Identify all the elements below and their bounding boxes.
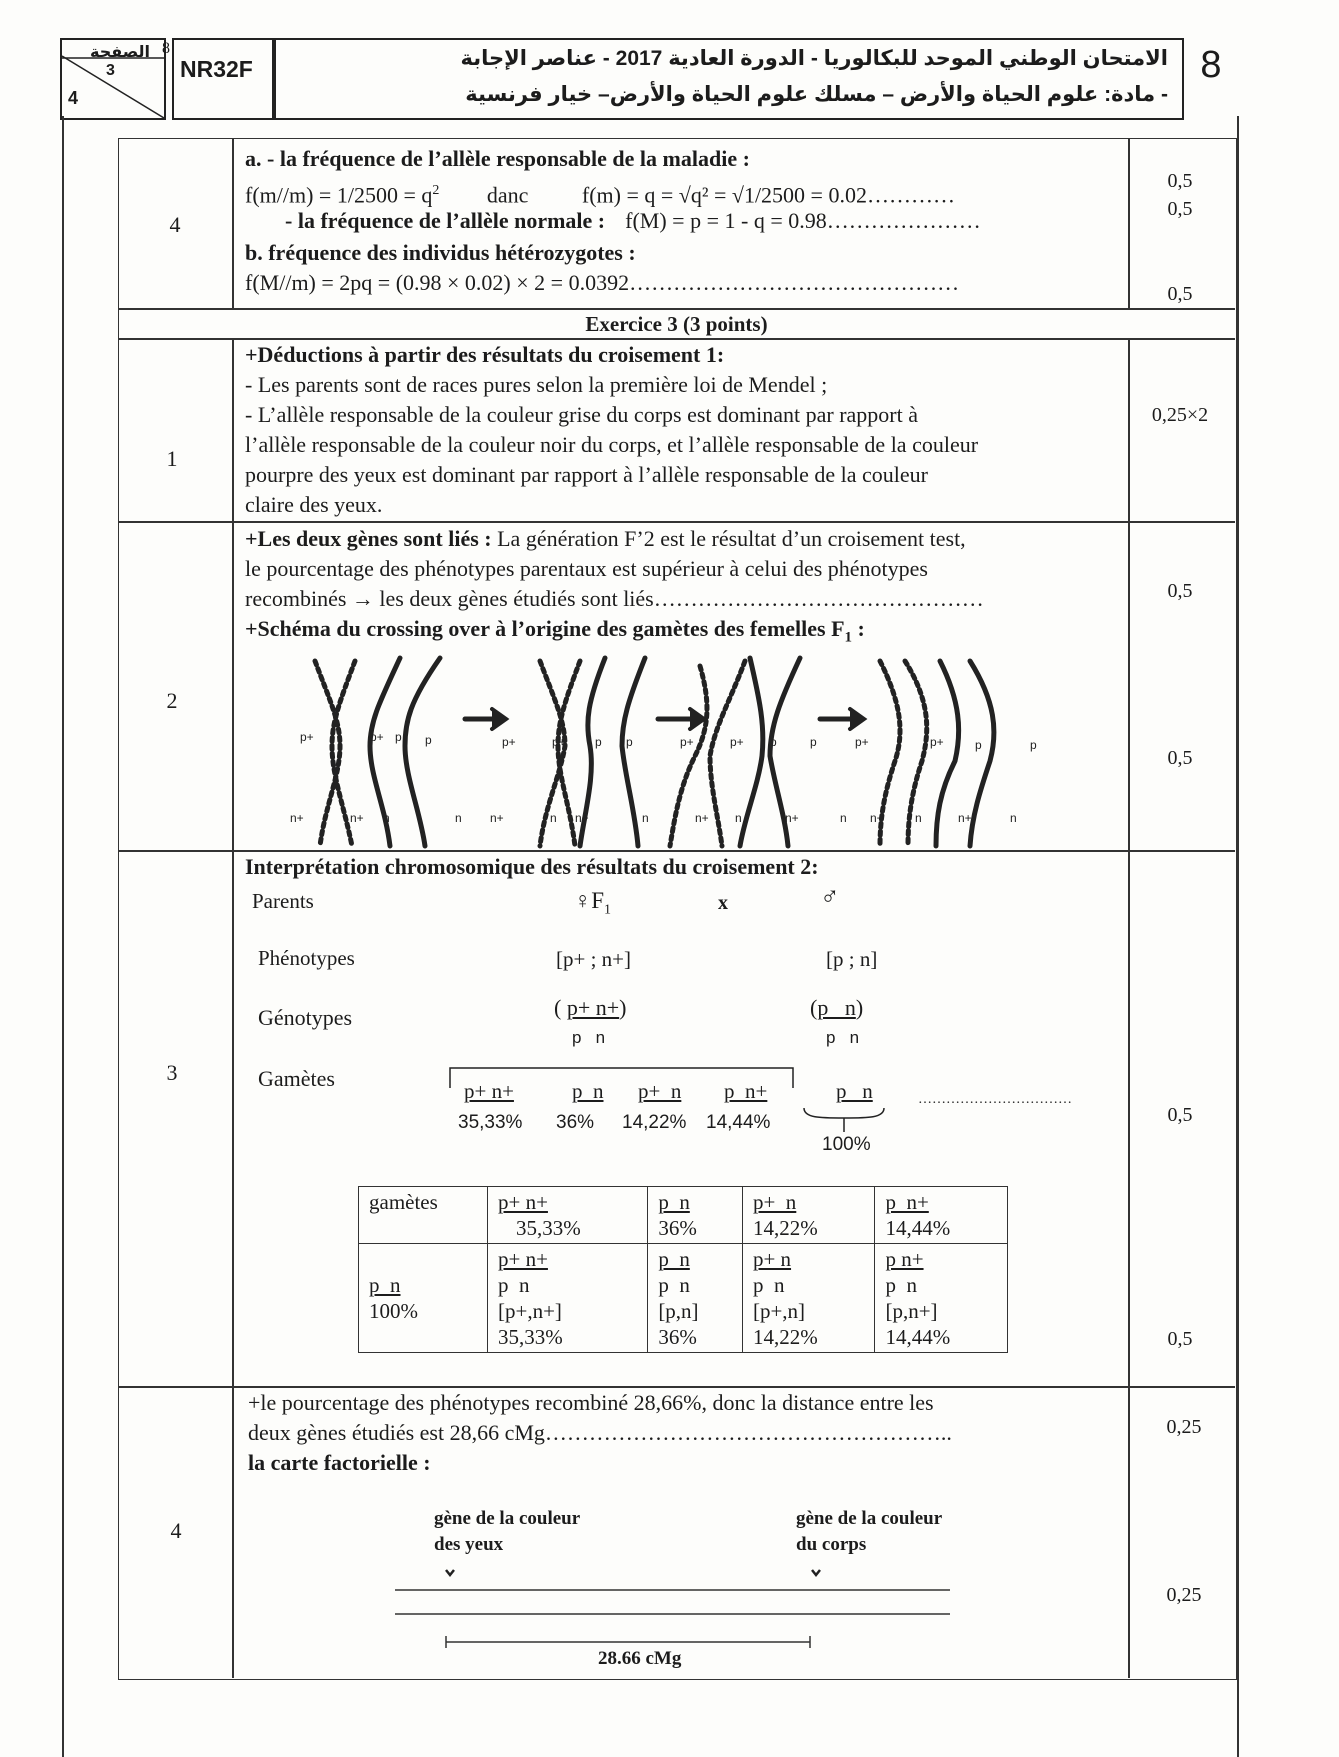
score: 0,5 (1167, 1104, 1193, 1126)
q2-linked-line: +Les deux gènes sont liés : La génération F’2 est le résultat d’un croisement test, (245, 526, 966, 551)
gamete-percent: 14,44% (706, 1112, 771, 1133)
female-gamete: p n+ (724, 1079, 768, 1103)
allele-label: n (735, 811, 742, 825)
q1-line: l’allèle responsable de la couleur noir du corps, et l’allèle responsable de la couleur (245, 432, 979, 457)
allele-label: p+ (730, 735, 744, 749)
map-distance: 28.66 cMg (598, 1648, 682, 1669)
q4-line: +le pourcentage des phénotypes recombiné 28,66%, donc la distance entre les (248, 1390, 934, 1415)
table-cell: p+ n p n [p+,n] 14,22% (742, 1244, 875, 1353)
allele-label: n+ (290, 811, 304, 825)
genotype-male-bottom: p n (826, 1028, 860, 1047)
phenotype-male: [p ; n] (826, 947, 878, 971)
q2-schema-title: +Schéma du crossing over à l’origine des gamètes des femelles $F_1$ : (245, 616, 865, 646)
parent-female: $♀F_1$ (574, 888, 612, 918)
q3-title: Interprétation chromosomique des résultats du croisement 2: (245, 854, 819, 879)
score: 0,5 (1167, 580, 1193, 602)
table-header-cell: p n+ 14,44% (875, 1187, 1008, 1244)
table-row-header: p n 100% (359, 1244, 488, 1353)
allele-label: n (1010, 811, 1017, 825)
allele-label: p+ (930, 735, 944, 749)
genotypes-label: Génotypes (258, 1005, 353, 1030)
table-row (359, 1244, 1008, 1353)
gamete-percent: 35,33% (458, 1112, 523, 1133)
punnett-table (358, 1186, 1008, 1353)
allele-label: n (642, 811, 649, 825)
q1-line: pourpre des yeux est dominant par rapport à l’allèle responsable de la couleur (245, 462, 928, 487)
allele-label: p (975, 738, 982, 752)
q1-line: - Les parents sont de races pures selon la première loi de Mendel ; (245, 372, 828, 397)
allele-label: p (425, 733, 432, 747)
table-cell: p n p n [p,n] 36% (648, 1244, 743, 1353)
gametes-label: Gamètes (258, 1066, 335, 1091)
allele-label: n+ (350, 811, 364, 825)
freq-hetero-title: b. fréquence des individus hétérozygotes : (245, 240, 636, 265)
page-number-box (60, 38, 166, 120)
title-ar-1: الامتحان الوطني الموحد للبكالوريا - الدورة العادية 2017 - عناصر الإجابة (460, 47, 1168, 70)
female-gamete: p+ n+ (464, 1079, 514, 1103)
allele-label: n (840, 811, 847, 825)
table-header-cell: p+ n 14,22% (742, 1187, 875, 1244)
score: 0,5 (1167, 198, 1193, 220)
score: 0,5 (1167, 283, 1193, 305)
q4-map-title: la carte factorielle : (248, 1450, 431, 1475)
allele-label: p (770, 735, 777, 749)
q2-linked-line: recombinés → les deux gènes étudiés sont liés……………………………………… (245, 586, 984, 611)
allele-label: n+ (785, 811, 799, 825)
allele-label: n (383, 811, 390, 825)
allele-label: p+ (370, 730, 384, 744)
q1-line: claire des yeux. (245, 492, 383, 517)
score: 0,25×2 (1151, 404, 1209, 426)
allele-label: n+ (870, 811, 884, 825)
allele-label: n (915, 811, 922, 825)
allele-label: p+ (300, 730, 314, 744)
chromosome-pair-stage-4 (880, 661, 994, 846)
cross-sign: x (718, 892, 728, 914)
exam-code: NR32F (180, 56, 253, 82)
allele-label: n+ (575, 811, 589, 825)
score: 0,5 (1167, 170, 1193, 192)
table-header-cell: p n 36% (648, 1187, 743, 1244)
score: 0,25 (1166, 1416, 1202, 1438)
table-cell: p+ n+ p n [p+,n+] 35,33% (488, 1244, 648, 1353)
genotype-male: (p n) (810, 995, 864, 1020)
score: 0,25 (1166, 1584, 1202, 1606)
freq-normal-line: - la fréquence de l’allèle normale : f(M) = p = 1 - q = 0.98………………… (285, 208, 981, 233)
gene-body-label: gène de la couleur du corps (796, 1508, 943, 1555)
male-gamete-brace (800, 1104, 890, 1134)
page-box-divider (62, 40, 164, 118)
page-label: الصفحة (90, 44, 151, 61)
page-current: 3 (106, 62, 115, 79)
male-gamete-percent: 100% (822, 1134, 871, 1155)
question-number: 2 (166, 688, 178, 713)
female-gamete: p n (572, 1079, 604, 1103)
allele-label: p+ (680, 735, 694, 749)
allele-label: n+ (490, 811, 504, 825)
allele-label: n (550, 811, 557, 825)
table-cell: p n+ p n [p,n+] 14,44% (875, 1244, 1008, 1353)
allele-label: p (626, 735, 633, 749)
coefficient: 8 (162, 40, 170, 57)
freq-hetero-formula: f(M//m) = 2pq = (0.98 × 0.02) × 2 = 0.0392……………………………………… (245, 270, 960, 295)
exercise-title: Exercice 3 (3 points) (585, 312, 768, 336)
allele-label: n+ (695, 811, 709, 825)
chromosome-pair-stage-1 (315, 658, 440, 846)
allele-label: p+ (502, 735, 516, 749)
allele-label: p (1030, 738, 1037, 752)
allele-label: n (455, 811, 462, 825)
allele-label: p (810, 735, 817, 749)
gene-eye-label: gène de la couleur des yeux (434, 1508, 581, 1555)
allele-label: p+ (855, 735, 869, 749)
question-number: 4 (170, 1518, 182, 1543)
gene-body-marker (812, 1570, 820, 1575)
exam-code-box (172, 38, 276, 120)
female-gamete: p+ n (638, 1079, 682, 1103)
q1-line: - L’allèle responsable de la couleur grise du corps est dominant par rapport à (245, 402, 919, 427)
question-number: 4 (169, 212, 181, 237)
gamete-percent: 14,22% (622, 1112, 687, 1133)
gene-map (390, 1556, 960, 1656)
q4-line: deux gènes étudiés est 28,66 cMg……………………………………………….. (248, 1420, 952, 1445)
phenotype-female: [p+ ; n+] (556, 947, 632, 971)
freq-disease-line: $f(m//m) = 1/2500 = q^2$ danc f(m) = q = √q² = √1/2500 = 0.02………… (245, 182, 955, 208)
genotype-female-bottom: p n (572, 1028, 606, 1047)
allele-label: n+ (958, 811, 972, 825)
coefficient-number: 8 (1200, 44, 1222, 86)
score: 0,5 (1167, 747, 1193, 769)
score: 0,5 (1167, 1328, 1193, 1350)
genotype-female: ( p+ n+) (554, 995, 627, 1020)
page-total: 4 (68, 88, 79, 108)
parent-male: ♂ (820, 882, 840, 911)
title-ar-2: - مادة: علوم الحياة والأرض – مسلك علوم الحياة والأرض– خيار فرنسية (465, 83, 1168, 106)
table-corner: gamètes (359, 1187, 488, 1244)
allele-label: p (595, 735, 602, 749)
male-gamete: p n (836, 1079, 873, 1103)
gene-eye-marker (446, 1570, 454, 1575)
question-number: 3 (166, 1060, 178, 1085)
question-number: 1 (166, 446, 178, 471)
q2-linked-line: le pourcentage des phénotypes parentaux est supérieur à celui des phénotypes (245, 556, 928, 581)
phenotypes-label: Phénotypes (258, 946, 355, 970)
gamete-percent: 36% (556, 1112, 595, 1133)
table-row (359, 1187, 1008, 1244)
dotted-line: …………………………… (918, 1092, 1072, 1107)
table-header-cell: p+ n+ 35,33% (488, 1187, 648, 1244)
allele-label: p+ (552, 735, 566, 749)
parents-label: Parents (252, 889, 314, 913)
q1-title: +Déductions à partir des résultats du croisement 1: (245, 342, 725, 367)
freq-disease-title: a. - la fréquence de l’allèle responsable de la maladie : (245, 146, 750, 171)
allele-label: p (395, 730, 402, 744)
crossing-over-diagram (240, 646, 1120, 850)
